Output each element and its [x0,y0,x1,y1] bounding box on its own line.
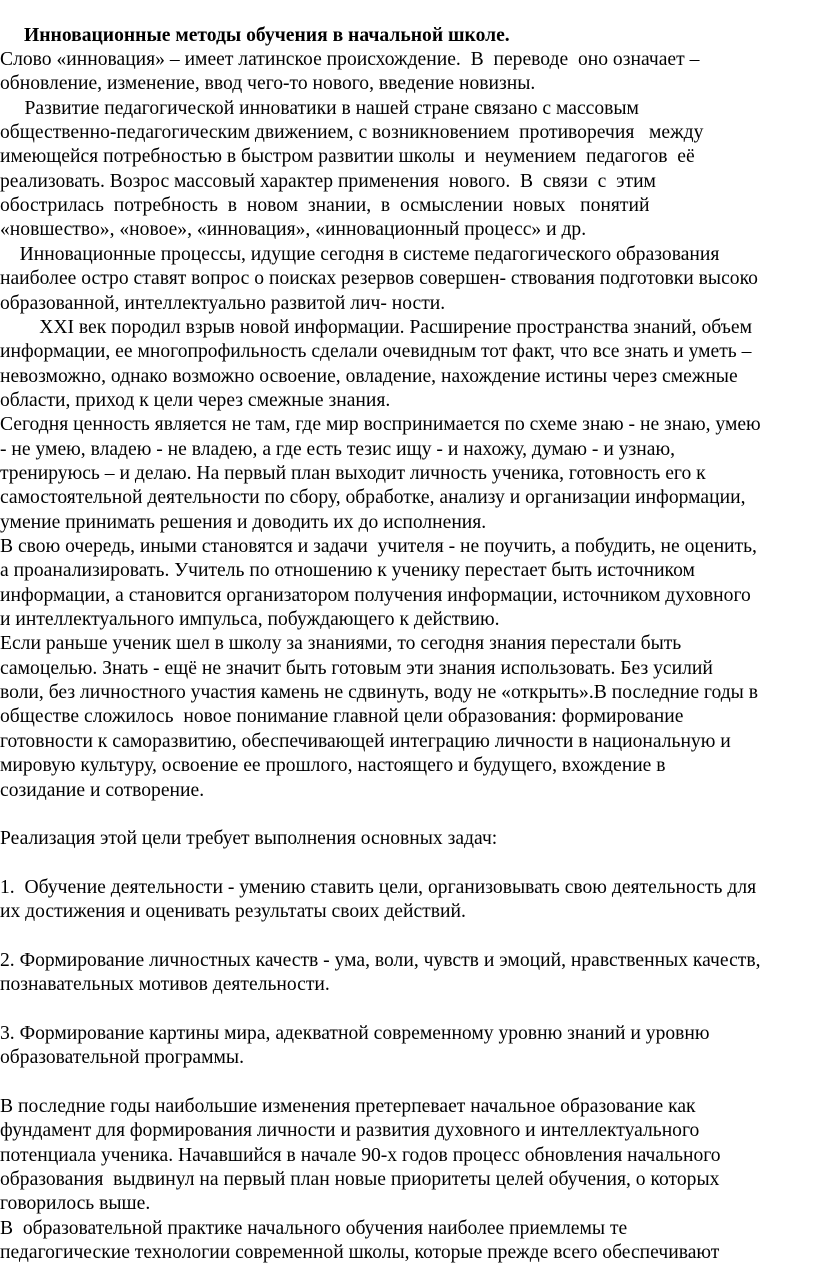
text-line: самостоятельной деятельности по сбору, обработке, анализу и организации информации, [0,487,746,509]
text-line: фундамент для формирования личности и развития духовного и интеллектуального [0,1120,700,1142]
text-line: XXI век породил взрыв новой информации. Расширение пространства знаний, объем [0,316,752,338]
text-line: говорилось выше. [0,1193,151,1215]
text-line: В последние годы наибольшие изменения претерпевает начальное образование как [0,1096,696,1118]
text-line: обострилась потребность в новом знании, в осмыслении новых понятий [0,195,650,217]
text-line: области, приход к цели через смежные знания. [0,389,391,411]
text-line: и интеллектуального импульса, побуждающего к действию. [0,609,500,631]
text-line: Если раньше ученик шел в школу за знаниями, то сегодня знания перестали быть [0,633,682,655]
text-line: а проанализировать. Учитель по отношению к ученику перестает быть источником [0,560,695,582]
text-line: образовательной программы. [0,1047,244,1069]
text-line: созидание и сотворение. [0,779,205,801]
text-line: наиболее остро ставят вопрос о поисках резервов совершен- ствования подготовки высоко [0,268,758,290]
text-line: образования выдвинул на первый план новые приоритеты целей обучения, о которых [0,1169,720,1191]
text-line: обновление, изменение, ввод чего-то нового, введение новизны. [0,73,536,95]
text-line: В образовательной практике начального обучения наиболее приемлемы те [0,1217,628,1239]
text-line: познавательных мотивов деятельности. [0,974,330,996]
text-line: педагогические технологии современной школы, которые прежде всего обеспечивают [0,1242,720,1264]
text-line: их достижения и оценивать результаты своих действий. [0,901,466,923]
text-line: образованной, интеллектуально развитой лич- ности. [0,292,446,314]
text-line: самоцелью. Знать - ещё не значит быть готовым эти знания использовать. Без усилий [0,657,713,679]
text-line: Развитие педагогической инноватики в нашей стране связано с массовым [0,97,639,119]
text-line: имеющейся потребностью в быстром развитии школы и неумением педагогов её [0,146,695,168]
text-line: невозможно, однако возможно освоение, овладение, нахождение истины через смежные [0,365,738,387]
text-line: мировую культуру, освоение ее прошлого, настоящего и будущего, вхождение в [0,755,666,777]
text-line: потенциала ученика. Начавшийся в начале 90-х годов процесс обновления начального [0,1144,721,1166]
text-line: тренируюсь – и делаю. На первый план выходит личность ученика, готовность его к [0,462,706,484]
text-line: В свою очередь, иными становятся и задачи учителя - не поучить, а побудить, не оценить, [0,536,757,557]
text-line: готовности к саморазвитию, обеспечивающей интеграцию личности в национальную и [0,730,731,752]
text-line: 2. Формирование личностных качеств - ума, воли, чувств и эмоций, нравственных качеств, [0,949,761,971]
text-line: реализовать. Возрос массовый характер применения нового. В связи с этим [0,170,656,192]
text-line: Слово «инновация» – имеет латинское происхождение. В переводе оно означает – [0,49,700,70]
text-line: информации, ее многопрофильность сделали очевидным тот факт, что все знать и уметь – [0,341,752,363]
text-line: 1. Обучение деятельности - умению ставить цели, организовывать свою деятельность для [0,876,757,898]
text-line: умение принимать решения и доводить их до исполнения. [0,511,487,533]
text-line: 3. Формирование картины мира, адекватной современному уровню знаний и уровню [0,1023,710,1044]
text-line: обществе сложилось новое понимание главной цели образования: формирование [0,706,684,728]
page-title: Инновационные методы обучения в начальной школе. [24,25,510,46]
text-line: «новшество», «новое», «инновация», «инновационный процесс» и др. [0,219,587,241]
text-line: информации, а становится организатором получения информации, источником духовного [0,584,751,606]
text-line: Реализация этой цели требует выполнения основных задач: [0,828,498,850]
text-line: Инновационные процессы, идущие сегодня в системе педагогического образования [0,243,720,265]
text-line: воли, без личностного участия камень не сдвинуть, воду не «открыть».В последние годы в [0,682,758,704]
text-line: - не умею, владею - не владею, а где есть тезис ищу - и нахожу, думаю - и узнаю, [0,438,675,460]
text-line: общественно-педагогическим движением, с возникновением противоречия между [0,122,704,144]
text-line: Сегодня ценность является не там, где мир воспринимается по схеме знаю - не знаю, умею [0,414,761,436]
